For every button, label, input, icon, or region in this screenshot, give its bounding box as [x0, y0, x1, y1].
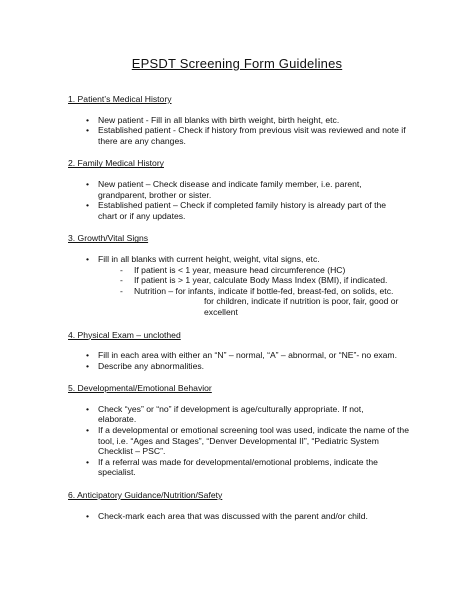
bullet-list: [68, 179, 420, 221]
list-item-text: New patient – Check disease and indicate family member, i.e. parent,: [98, 178, 362, 189]
section-heading: 2. Family Medical History: [68, 158, 164, 169]
list-item-text: Describe any abnormalities.: [98, 360, 205, 371]
bullet-icon: •: [86, 178, 90, 189]
section-heading: 1. Patient’s Medical History: [68, 94, 172, 104]
list-item: [86, 404, 420, 425]
bullet-icon: •: [86, 114, 90, 125]
sub-list-item-text: Nutrition – for infants, indicate if bottle-fed, breast-fed, on solids, etc.: [134, 285, 394, 296]
list-item: [86, 350, 420, 361]
section-patient-medical-history: [68, 94, 420, 146]
list-item-text: Check-mark each area that was discussed with the parent and/or child.: [98, 510, 368, 521]
bullet-icon: •: [86, 200, 90, 211]
list-item: [86, 457, 420, 478]
list-item-text: New patient - Fill in all blanks with birth weight, birth height, etc.: [98, 114, 340, 125]
section-heading: 5. Developmental/Emotional Behavior: [68, 383, 212, 394]
dash-icon: -: [120, 275, 123, 286]
document-body: [68, 94, 420, 531]
list-item-text: specialist.: [98, 467, 136, 478]
bullet-icon: •: [86, 403, 90, 414]
bullet-list: [68, 115, 420, 147]
list-item-text: tool, i.e. “Ages and Stages”, “Denver Developmental II”, “Pediatric System: [98, 435, 379, 446]
list-item-text: If a developmental or emotional screening tool was used, indicate the name of the: [98, 425, 409, 436]
section-heading: 3. Growth/Vital Signs: [68, 233, 149, 244]
sub-list-item-text: for children, indicate if nutrition is poor, fair, good or excellent: [204, 296, 399, 317]
list-item-text: If a referral was made for developmental/emotional problems, indicate the: [98, 456, 378, 467]
list-item-text: Established patient – Check if completed family history is already part of the: [98, 200, 387, 211]
bullet-list: [68, 511, 420, 522]
sub-list-item: [120, 265, 420, 276]
bullet-icon: •: [86, 510, 90, 521]
sub-list-item-text: If patient is > 1 year, calculate Body Mass Index (BMI), if indicated.: [134, 275, 388, 286]
dash-icon: -: [120, 264, 123, 275]
sub-list-item: [120, 286, 420, 318]
list-item: [86, 179, 420, 200]
list-item: [86, 511, 420, 522]
section-heading: 6. Anticipatory Guidance/Nutrition/Safety: [68, 490, 223, 501]
list-item-text: Established patient - Check if history from previous visit was reviewed and note if: [98, 125, 406, 136]
list-item-text: there are any changes.: [98, 135, 186, 146]
dash-icon: -: [120, 285, 123, 296]
bullet-icon: •: [86, 425, 90, 436]
bullet-icon: •: [86, 360, 90, 371]
sub-list-item-text: If patient is < 1 year, measure head circumference (HC): [134, 264, 346, 275]
list-item-text: grandparent, brother or sister.: [98, 189, 212, 200]
document-title: EPSDT Screening Form Guidelines: [131, 56, 343, 71]
list-item: [86, 361, 420, 372]
list-item-text: Check “yes” or “no” if development is age/culturally appropriate. If not,: [98, 403, 364, 414]
list-item-text: chart or if any updates.: [98, 210, 186, 221]
bullet-icon: •: [86, 125, 90, 136]
list-item-text: Fill in each area with either an “N” – normal, “A” – abnormal, or “NE”- no exam.: [98, 350, 397, 361]
list-item: [86, 200, 420, 221]
bullet-icon: •: [86, 350, 90, 361]
list-item-text: elaborate.: [98, 414, 137, 425]
sub-list-item: [120, 275, 420, 286]
bullet-icon: •: [86, 253, 90, 264]
section-developmental-emotional-behavior: [68, 383, 420, 478]
list-item: [86, 125, 420, 146]
bullet-list: [68, 404, 420, 478]
bullet-list: [68, 350, 420, 371]
section-anticipatory-guidance: [68, 490, 420, 521]
list-item-text: Checklist – PSC”.: [98, 446, 166, 457]
bullet-icon: •: [86, 456, 90, 467]
section-growth-vital-signs: [68, 233, 420, 317]
sub-list: [98, 265, 420, 318]
list-item: [86, 254, 420, 318]
section-family-medical-history: [68, 158, 420, 221]
bullet-list: [68, 254, 420, 318]
list-item: [86, 425, 420, 457]
section-heading: 4. Physical Exam – unclothed: [68, 329, 181, 340]
list-item: [86, 115, 420, 126]
section-physical-exam: [68, 330, 420, 372]
list-item-text: Fill in all blanks with current height, weight, vital signs, etc.: [98, 253, 320, 264]
